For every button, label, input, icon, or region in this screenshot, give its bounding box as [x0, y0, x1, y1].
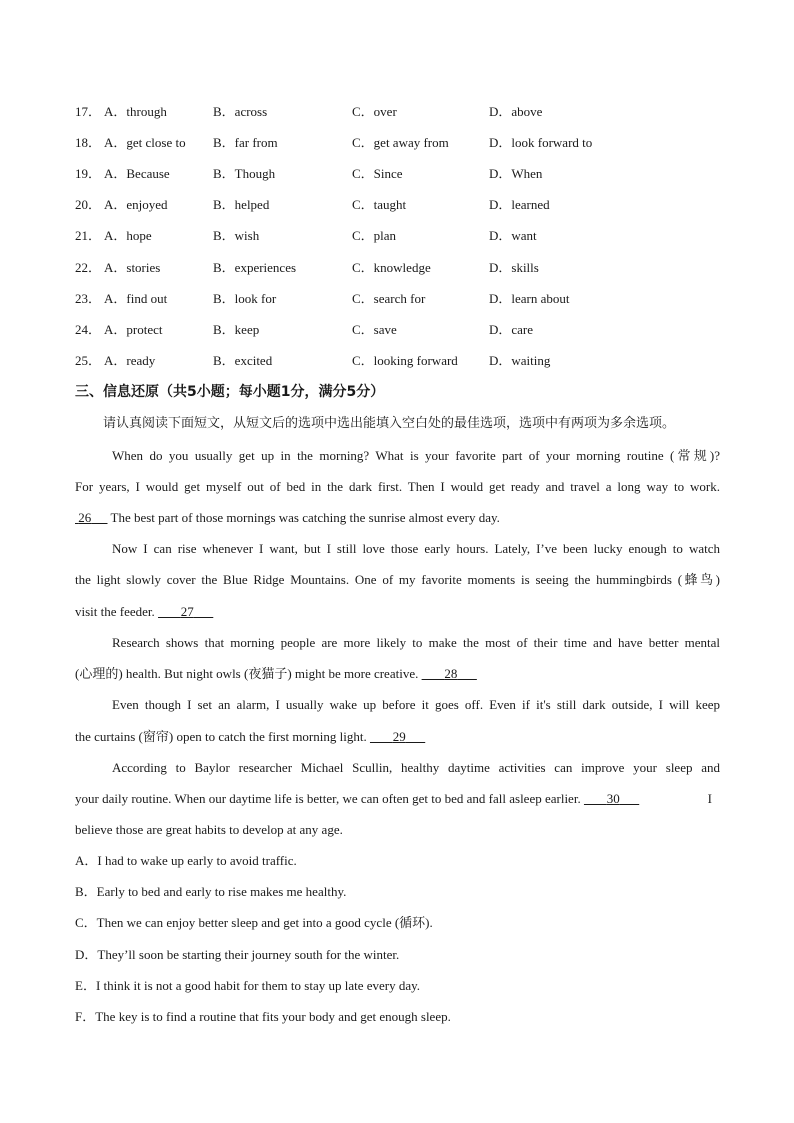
passage-text: (心理的) health. But night owls (夜猫子) might be more creative.	[75, 666, 419, 681]
option-c[interactable]: C．save	[352, 321, 397, 337]
choice-item[interactable]: A．I had to wake up early to avoid traffic.	[75, 853, 297, 868]
question-number: 25．	[75, 352, 102, 368]
passage-text: visit the feeder.	[75, 604, 155, 619]
option-c[interactable]: C．Since	[352, 166, 403, 182]
question-number: 24．	[75, 321, 102, 337]
option-a[interactable]: A．protect	[104, 321, 163, 337]
option-b[interactable]: B．keep	[213, 321, 260, 337]
blank-27[interactable]: 27	[180, 604, 194, 619]
option-c[interactable]: C．get away from	[352, 135, 449, 151]
option-c[interactable]: C．knowledge	[352, 259, 431, 275]
option-d[interactable]: D．When	[489, 166, 543, 182]
passage-line: According to Baylor researcher Michael Scullin, healthy daytime activities can improve your sleep and	[112, 760, 720, 775]
question-number: 17．	[75, 104, 102, 119]
passage-line	[75, 789, 720, 809]
section-title: 三、信息还原（共5小题；每小题1分，满分5分）	[75, 384, 385, 400]
option-b[interactable]: B．helped	[213, 197, 270, 213]
blank-29[interactable]: 29	[392, 729, 406, 744]
option-c[interactable]: C．search for	[352, 290, 426, 306]
question-number: 23．	[75, 290, 102, 306]
passage-text: The best part of those mornings was catching the sunrise almost every day.	[110, 510, 500, 525]
option-b[interactable]: B．excited	[213, 352, 273, 368]
passage-text: I	[707, 791, 712, 806]
option-a[interactable]: A．get close to	[104, 135, 186, 151]
passage-line: Now I can rise whenever I want, but I still love those early hours. Lately, I’ve been lucky enough to watch	[112, 541, 720, 556]
option-d[interactable]: D．learned	[489, 197, 550, 213]
question-number: 22．	[75, 259, 102, 275]
option-d[interactable]: D．want	[489, 228, 537, 244]
option-b[interactable]: B．across	[213, 104, 268, 119]
option-c[interactable]: C．over	[352, 104, 397, 119]
option-b[interactable]: B．far from	[213, 135, 278, 151]
blank-28[interactable]: 28	[444, 666, 458, 681]
option-a[interactable]: A．Because	[104, 166, 170, 182]
choice-item[interactable]: F．The key is to find a routine that fits your body and get enough sleep.	[75, 1009, 451, 1024]
option-d[interactable]: D．above	[489, 104, 543, 119]
passage-line	[75, 508, 720, 528]
option-b[interactable]: B．look for	[213, 290, 277, 306]
option-c[interactable]: C．plan	[352, 228, 397, 244]
passage-line	[75, 727, 720, 747]
option-b[interactable]: B．Though	[213, 166, 276, 182]
option-a[interactable]: A．find out	[104, 290, 168, 306]
passage-line: Even though I set an alarm, I usually wake up before it goes off. Even if it's still dark outside, I will keep	[112, 697, 720, 712]
option-d[interactable]: D．skills	[489, 259, 539, 275]
option-c[interactable]: C．taught	[352, 197, 407, 213]
passage-line	[75, 602, 720, 622]
option-d[interactable]: D．waiting	[489, 352, 551, 368]
choice-item[interactable]: C．Then we can enjoy better sleep and get into a good cycle (循环).	[75, 915, 433, 931]
option-a[interactable]: A．ready	[104, 352, 156, 368]
option-d[interactable]: D．look forward to	[489, 135, 593, 151]
choice-item[interactable]: D．They’ll soon be starting their journey south for the winter.	[75, 946, 400, 962]
option-b[interactable]: B．wish	[213, 228, 260, 244]
choice-item[interactable]: B．Early to bed and early to rise makes me healthy.	[75, 884, 347, 900]
question-number: 21．	[75, 228, 102, 244]
option-a[interactable]: A．stories	[104, 259, 161, 275]
question-number: 18．	[75, 135, 102, 151]
option-c[interactable]: C．looking forward	[352, 352, 458, 368]
option-a[interactable]: A．hope	[104, 228, 152, 244]
option-b[interactable]: B．experiences	[213, 259, 297, 275]
question-number: 20．	[75, 197, 102, 213]
option-d[interactable]: D．care	[489, 321, 534, 337]
section-instruction: 请认真阅读下面短文，从短文后的选项中选出能填入空白处的最佳选项，选项中有两项为多余选项。	[103, 416, 676, 431]
passage-line: the light slowly cover the Blue Ridge Mountains. One of my favorite moments is seeing the hummingbirds (蜂鸟)	[75, 572, 720, 587]
passage-text: your daily routine. When our daytime life is better, we can often get to bed and fall asleep earlier.	[75, 791, 581, 806]
choice-item[interactable]: E．I think it is not a good habit for them to stay up late every day.	[75, 977, 421, 993]
passage-line: When do you usually get up in the morning? What is your favorite part of your morning routine (常规)?	[112, 448, 720, 463]
passage-line: Research shows that morning people are more likely to make the most of their time and have better mental	[112, 635, 720, 650]
blank-26[interactable]: 26	[78, 510, 92, 525]
blank-30[interactable]: 30	[606, 791, 620, 806]
passage-line	[75, 664, 720, 684]
option-a[interactable]: A．through	[104, 104, 167, 119]
passage-text: the curtains (窗帘) open to catch the first morning light.	[75, 729, 367, 744]
option-d[interactable]: D．learn about	[489, 290, 570, 306]
passage-line: believe those are great habits to develop at any age.	[75, 822, 343, 837]
question-number: 19．	[75, 166, 102, 182]
option-a[interactable]: A．enjoyed	[104, 197, 168, 213]
passage-line: For years, I would get myself out of bed in the dark first. Then I would get ready and travel a long way to work.	[75, 479, 720, 494]
